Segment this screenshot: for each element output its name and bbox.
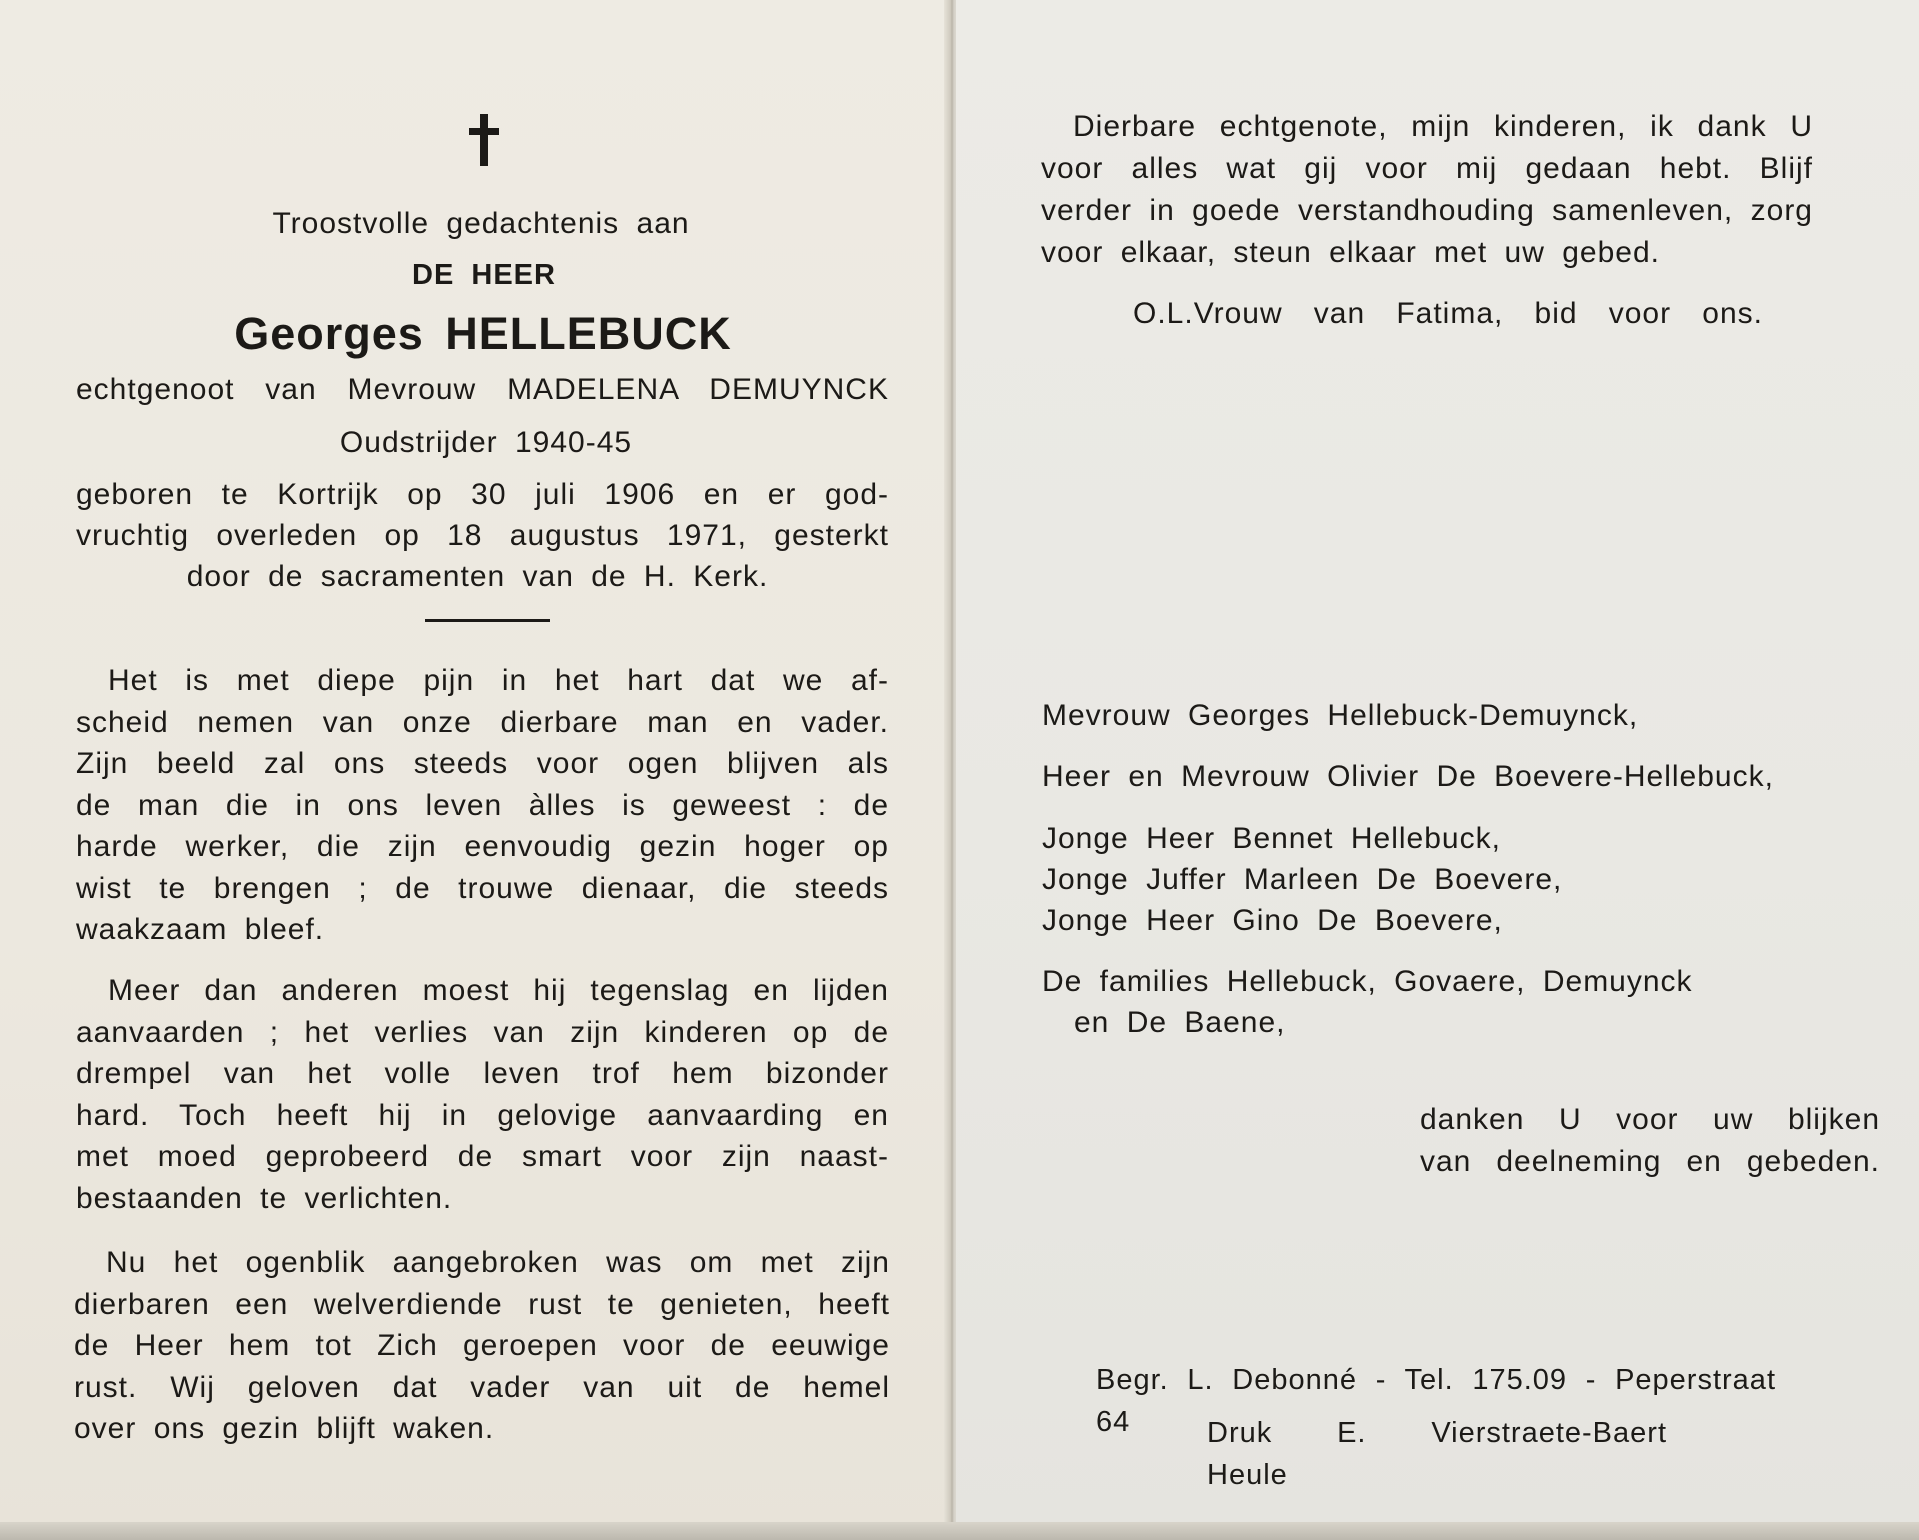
honorific: DE HEER <box>412 259 556 291</box>
paragraph-line: met moed geprobeerd de smart voor zijn naast- <box>76 1140 889 1173</box>
paragraph-line: wist te brengen ; de trouwe dienaar, die steeds <box>76 871 889 905</box>
farewell-line: voor elkaar, steun elkaar met uw gebed. <box>1041 236 1660 269</box>
family-member: en De Baene, <box>1074 1006 1286 1039</box>
paragraph-line: waakzaam bleef. <box>76 913 325 946</box>
right-page <box>956 0 1919 1540</box>
thanks-line: danken U voor uw blijken <box>1420 1103 1880 1136</box>
paragraph-2 <box>76 970 889 1219</box>
veteran-line: Oudstrijder 1940-45 <box>339 426 633 459</box>
printer-line: Druk E. Vierstraete-Baert Heule <box>1207 1417 1667 1491</box>
farewell-line: Dierbare echtgenote, mijn kinderen, ik dank U <box>1073 110 1813 143</box>
paragraph-line: de Heer hem tot Zich geroepen voor de eeuwige <box>74 1329 890 1362</box>
deceased-name: Georges HELLEBUCK <box>234 308 732 359</box>
family-member: Jonge Juffer Marleen De Boevere, <box>1042 863 1563 896</box>
paragraph-line: hard. Toch heeft hij in gelovige aanvaarding en <box>76 1098 889 1132</box>
paragraph-line: Zijn beeld zal ons steeds voor ogen blijven als <box>76 747 889 780</box>
left-page <box>0 0 948 1540</box>
thanks-line: van deelneming en gebeden. <box>1420 1145 1880 1178</box>
family-member: Mevrouw Georges Hellebuck-Demuynck, <box>1042 699 1639 732</box>
paragraph-line: de man die in ons leven àlles is geweest : de <box>76 788 889 822</box>
paragraph-line: bestaanden te verlichten. <box>76 1181 453 1215</box>
family-member: Heer en Mevrouw Olivier De Boevere-Hellebuck, <box>1042 760 1774 793</box>
spouse-line: echtgenoot van Mevrouw MADELENA DEMUYNCK <box>76 373 889 406</box>
thanks-message <box>1420 1099 1880 1183</box>
family-member: Jonge Heer Gino De Boevere, <box>1042 904 1503 937</box>
paragraph-3 <box>74 1242 890 1450</box>
paragraph-line: Nu het ogenblik aangebroken was om met zijn <box>106 1246 890 1279</box>
birth-death-block <box>76 474 889 597</box>
paragraph-line: rust. Wij geloven dat vader van uit de hemel <box>74 1370 890 1404</box>
card-bottom-edge <box>0 1522 1919 1540</box>
divider <box>425 619 550 622</box>
prayer-line: O.L.Vrouw van Fatima, bid voor ons. <box>1133 297 1763 330</box>
birth-line: door de sacramenten van de H. Kerk. <box>186 560 769 593</box>
intro-line: Troostvolle gedachtenis aan <box>272 207 690 240</box>
paragraph-line: aanvaarden ; het verlies van zijn kinderen op de <box>76 1015 889 1049</box>
birth-line: geboren te Kortrijk op 30 juli 1906 en er god- <box>76 478 889 511</box>
undertaker-line: Begr. L. Debonné - Tel. 175.09 - Peperstraat 64 <box>1096 1364 1776 1438</box>
farewell-line: verder in goede verstandhouding samenleven, zorg <box>1041 194 1813 227</box>
paragraph-line: harde werker, die zijn eenvoudig gezin hoger op <box>76 830 889 863</box>
farewell-message <box>1041 106 1813 274</box>
paragraph-1 <box>76 660 889 951</box>
paragraph-line: dierbaren een welverdiende rust te genieten, heeft <box>74 1287 890 1321</box>
paragraph-line: drempel van het volle leven trof hem bizonder <box>76 1057 889 1090</box>
paragraph-line: Het is met diepe pijn in het hart dat we af- <box>108 664 889 697</box>
paragraph-line: Meer dan anderen moest hij tegenslag en lijden <box>108 974 889 1007</box>
family-member: De families Hellebuck, Govaere, Demuynck <box>1042 965 1693 998</box>
farewell-line: voor alles wat gij voor mij gedaan hebt. Blijf <box>1041 152 1813 185</box>
family-member: Jonge Heer Bennet Hellebuck, <box>1042 822 1501 855</box>
paragraph-line: over ons gezin blijft waken. <box>74 1412 495 1445</box>
paragraph-line: scheid nemen van onze dierbare man en vader. <box>76 705 889 739</box>
cross-icon <box>462 114 506 166</box>
birth-line: vruchtig overleden op 18 augustus 1971, gesterkt <box>76 519 889 552</box>
